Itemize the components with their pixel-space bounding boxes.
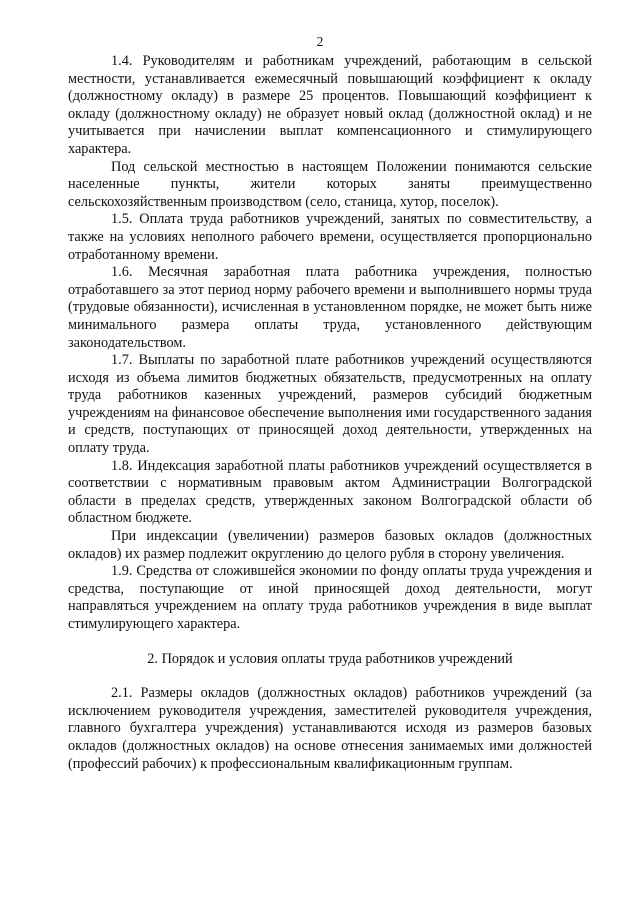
paragraph-1-8: 1.8. Индексация заработной платы работников учреждений осуществляется в соответствии с нормативным правовым актом Администрации Волгоградской области в пределах средств, утвержденных законом Волгоградской области об областном бюджете. [68,457,592,527]
paragraph-2-1: 2.1. Размеры окладов (должностных окладов) работников учреждений (за исключением руководителя учреждения, заместителей руководителя учреждения, главного бухгалтера учреждения) устанавливаются исходя из размеров базовых окладов (должностных окладов) на основе отнесения занимаемых ими должностей (профессий рабочих) к профессиональным квалификационным группам. [68,685,592,772]
paragraph-1-4: 1.4. Руководителям и работникам учреждений, работающим в сельской местности, устанавливается ежемесячный повышающий коэффициент к окладу (должностному окладу) в размере 25 процентов. Повышающий коэффициент к окладу (должностному окладу) не образует новый оклад (должностной оклад) и не учитывается при начислении выплат компенсационного и стимулирующего характера. [68,53,592,157]
paragraph-1-5: 1.5. Оплата труда работников учреждений, занятых по совместительству, а также на условиях неполного рабочего времени, осуществляется пропорционально отработанному времени. [68,211,592,263]
section-heading-2: 2. Порядок и условия оплаты труда работников учреждений [147,650,513,667]
page-number: 2 [316,34,324,49]
paragraph-1-9: 1.9. Средства от сложившейся экономии по фонду оплаты труда учреждения и средства, поступающие от иной приносящей доход деятельности, могут направляться учреждением на оплату труда работников учреждения в виде выплат стимулирующего характера. [68,563,592,632]
document-body [68,53,592,773]
paragraph-1-6: 1.6. Месячная заработная плата работника учреждения, полностью отработавшего за этот период норму рабочего времени и выполнившего нормы труда (трудовые обязанности), исчисленная в установленном порядке, не может быть ниже минимального размера оплаты труда, установленного действующим законодательством. [68,264,592,351]
paragraph-1-7: 1.7. Выплаты по заработной плате работников учреждений осуществляются исходя из объема лимитов бюджетных обязательств, предусмотренных на оплату труда работников казенных учреждений, размеров субсидий бюджетным учреждениям на финансовое обеспечение выполнения ими государственного задания и средств, поступающих от приносящей доход деятельности, утвержденных на оплату труда. [68,352,592,457]
paragraph-rural-definition: Под сельской местностью в настоящем Положении понимаются сельские населенные пункты, жители которых заняты преимущественно сельскохозяйственным производством (село, станица, хутор, поселок). [68,158,592,210]
paragraph-indexation-rounding: При индексации (увеличении) размеров базовых окладов (должностных окладов) их размер подлежит округлению до целого рубля в сторону увеличения. [68,528,592,562]
